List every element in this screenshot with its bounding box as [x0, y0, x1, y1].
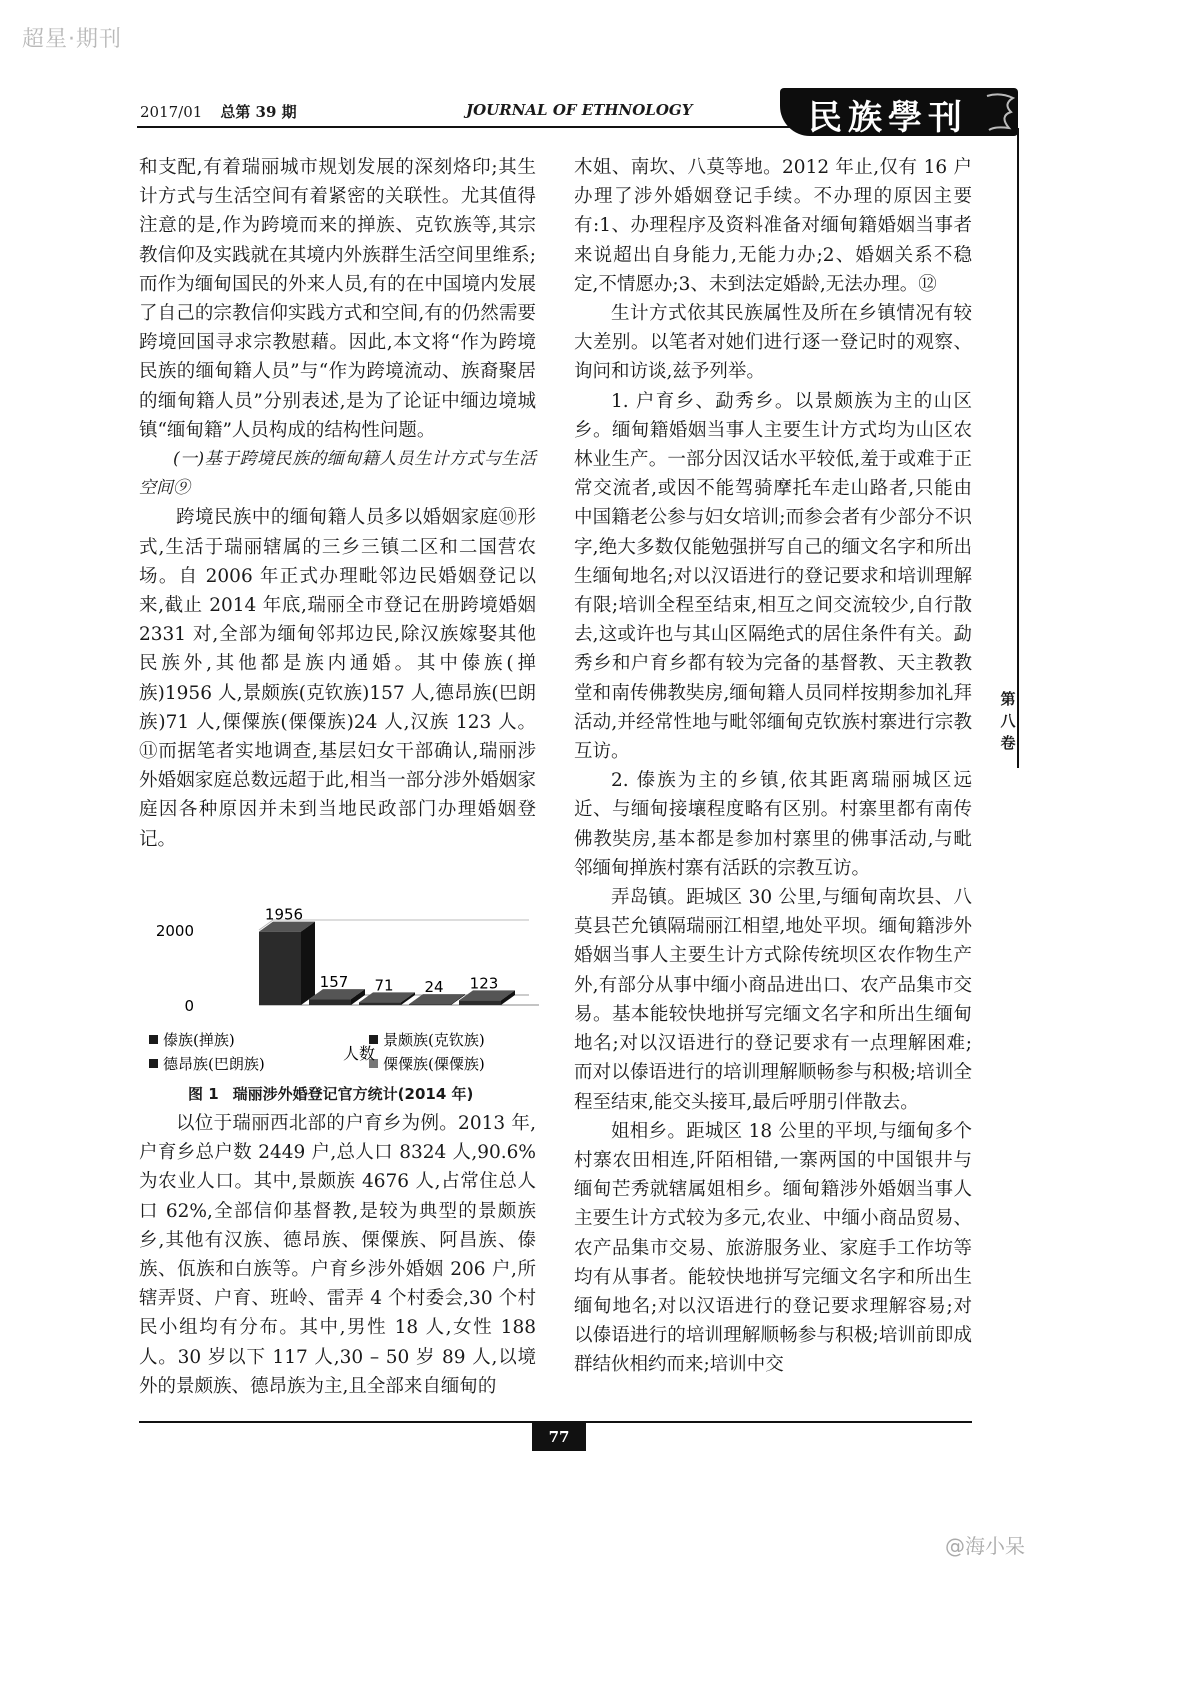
- watermark: 超星·期刊: [22, 27, 122, 52]
- y-tick-label: 0: [184, 997, 194, 1015]
- issue-date: 2017/01: [140, 103, 203, 121]
- paragraph: 1. 户育乡、勐秀乡。以景颇族为主的山区乡。缅甸籍婚姻当事人主要生计方式均为山区农林业生产。一部分因汉话水平较低,羞于或难于正常交流者,或因不能驾骑摩托车走山路者,只能由中国籍老公参与妇女培训;而参会者有少部分不识字,绝大多数仅能勉强拼写自己的缅文名字和所出生缅甸地名;对以汉语进行的登记要求和培训理解有限;培训全程至结束,相互之间交流较少,自行散去,这或许也与其山区隔绝式的居住条件有关。勐秀乡和户育乡都有较为完备的基督教、天主教教堂和南传佛教奘房,缅甸籍人员同样按期参加礼拜活动,并经常性地与毗邻缅甸克钦族村寨进行宗教互访。: [574, 390, 972, 763]
- data-label: 157: [319, 973, 349, 992]
- data-label: 24: [424, 978, 444, 997]
- bar: [359, 1002, 401, 1005]
- figure-caption: [188, 1083, 473, 1104]
- volume-label: 第八卷: [1000, 690, 1016, 752]
- bar: [409, 1004, 451, 1005]
- bar: [259, 932, 301, 1005]
- right-column: [574, 153, 972, 1380]
- bar-side: [301, 922, 315, 1005]
- paragraph: 以位于瑞丽西北部的户育乡为例。2013 年,户育乡总户数 2449 户,总人口 8324 人,90.6% 为农业人口。其中,景颇族 4676 人,占常住总人口 62%,全部信仰基督教,是较为典型的景颇族乡,其他有汉族、德昂族、傈僳族、阿昌族、傣族、佤族和白族等。户育乡涉外婚姻 206 户,所辖弄贤、户育、班岭、雷弄 4 个村委会,30 个村民小组均有分布。其中,男性 18 人,女性 188 人。30 岁以下 117 人,30 – 50 岁 89 人,以境外的景颇族、德昂族为主,且全部来自缅甸的: [139, 1113, 536, 1397]
- paragraph: 跨境民族中的缅甸籍人员多以婚姻家庭⑩形式,生活于瑞丽辖属的三乡三镇二区和二国营农场。自 2006 年正式办理毗邻边民婚姻登记以来,截止 2014 年底,瑞丽全市登记在册跨境婚姻 2331 对,全部为缅甸邻邦边民,除汉族嫁娶其他民族外,其他都是族内通婚。其中傣族(掸族)1956 人,景颇族(克钦族)157 人,德昂族(巴朗族)71 人,傈僳族(傈僳族)24 人,汉族 123 人。⑪而据笔者实地调查,基层妇女干部确认,瑞丽涉外婚姻家庭总数远超于此,相当一部分涉外婚姻家庭因各种原因并未到当地民政部门办理婚姻登记。: [139, 507, 536, 850]
- journal-title-en: JOURNAL OF ETHNOLOGY: [466, 101, 693, 119]
- page-number: 77: [532, 1423, 586, 1451]
- social-watermark: @海小呆: [945, 1534, 1025, 1558]
- ornament-icon: [985, 92, 1015, 132]
- left-column-bottom: [139, 1109, 536, 1401]
- paragraph: 姐相乡。距城区 18 公里的平坝,与缅甸多个村寨农田相连,阡陌相错,一寨两国的中国银井与缅甸芒秀就辖属姐相乡。缅甸籍涉外婚姻当事人主要生计方式较为多元,农业、中缅小商品贸易、农产品集市交易、旅游服务业、家庭手工作坊等均有从事者。能较快地拼写完缅文名字和所出生缅甸地名;对以汉语进行的登记要求理解容易;对以傣语进行的培训理解顺畅参与积极;培训前即成群结伙相约而来;培训中交: [574, 1120, 972, 1376]
- data-label: 1956: [264, 905, 304, 924]
- figure-title: 瑞丽涉外婚登记官方统计(2014 年): [232, 1085, 474, 1103]
- y-tick-label: 2000: [155, 922, 194, 940]
- legend-label: 傣族(掸族): [163, 1031, 235, 1049]
- legend-swatch: [369, 1035, 378, 1044]
- margin-rule: [1017, 128, 1019, 768]
- bar-chart: [139, 895, 539, 1085]
- legend-swatch: [149, 1035, 158, 1044]
- figure-label: 图 1: [188, 1085, 219, 1103]
- paragraph: 和支配,有着瑞丽城市规划发展的深刻烙印;其生计方式与生活空间有着紧密的关联性。尤其值得注意的是,作为跨境而来的掸族、克钦族等,其宗教信仰及实践就在其境内外族群生活空间里维系;而作为缅甸国民的外来人员,有的在中国境内发展了自己的宗教信仰实践方式和空间,有的仍然需要跨境回国寻求宗教慰藉。因此,本文将“作为跨境民族的缅甸籍人员”与“作为跨境流动、族裔聚居的缅甸籍人员”分别表述,是为了论证中缅边境城镇“缅甸籍”人员构成的结构性问题。: [139, 157, 536, 441]
- data-label: 71: [374, 976, 394, 995]
- issue-info: [140, 101, 297, 122]
- bar: [459, 1000, 501, 1005]
- paragraph: (一)基于跨境民族的缅甸籍人员生计方式与生活空间⑨: [139, 449, 536, 499]
- legend-label: 傈僳族(傈僳族): [383, 1055, 485, 1073]
- paragraph: 木姐、南坎、八莫等地。2012 年止,仅有 16 户办理了涉外婚姻登记手续。不办理的原因主要有:1、办理程序及资料准备对缅甸籍婚姻当事者来说超出自身能力,无能力办;2、婚姻关系不稳定,不情愿办;3、未到法定婚龄,无法办理。⑫: [574, 157, 972, 295]
- bar: [309, 999, 351, 1005]
- journal-title-cn: 民族學刊: [808, 98, 968, 138]
- paragraph: 弄岛镇。距城区 30 公里,与缅甸南坎县、八莫县芒允镇隔瑞丽江相望,地处平坝。缅甸籍涉外婚姻当事人主要生计方式除传统坝区农作物生产外,有部分从事中缅小商品进出口、农产品集市交易。基本能较快地拼写完缅文名字和所出生缅甸地名;对以汉语进行的登记要求有一点理解困难;而对以傣语进行的培训理解顺畅参与积极;培训全程至结束,能交头接耳,最后呼朋引伴散去。: [574, 887, 972, 1113]
- paragraph: 2. 傣族为主的乡镇,依其距离瑞丽城区远近、与缅甸接壤程度略有区别。村寨里都有南传佛教奘房,基本都是参加村寨里的佛事活动,与毗邻缅甸掸族村寨有活跃的宗教互访。: [574, 770, 972, 879]
- legend-label: 景颇族(克钦族): [383, 1031, 485, 1049]
- data-label: 123: [469, 974, 499, 993]
- paragraph: 生计方式依其民族属性及所在乡镇情况有较大差别。以笔者对她们进行逐一登记时的观察、询问和访谈,兹予列举。: [574, 303, 972, 383]
- legend-swatch: [149, 1059, 158, 1068]
- issue-number: 总第 39 期: [220, 103, 297, 121]
- left-column-top: [139, 153, 536, 854]
- legend-axis-label: 人数: [343, 1044, 376, 1063]
- legend-label: 德昂族(巴朗族): [163, 1055, 265, 1073]
